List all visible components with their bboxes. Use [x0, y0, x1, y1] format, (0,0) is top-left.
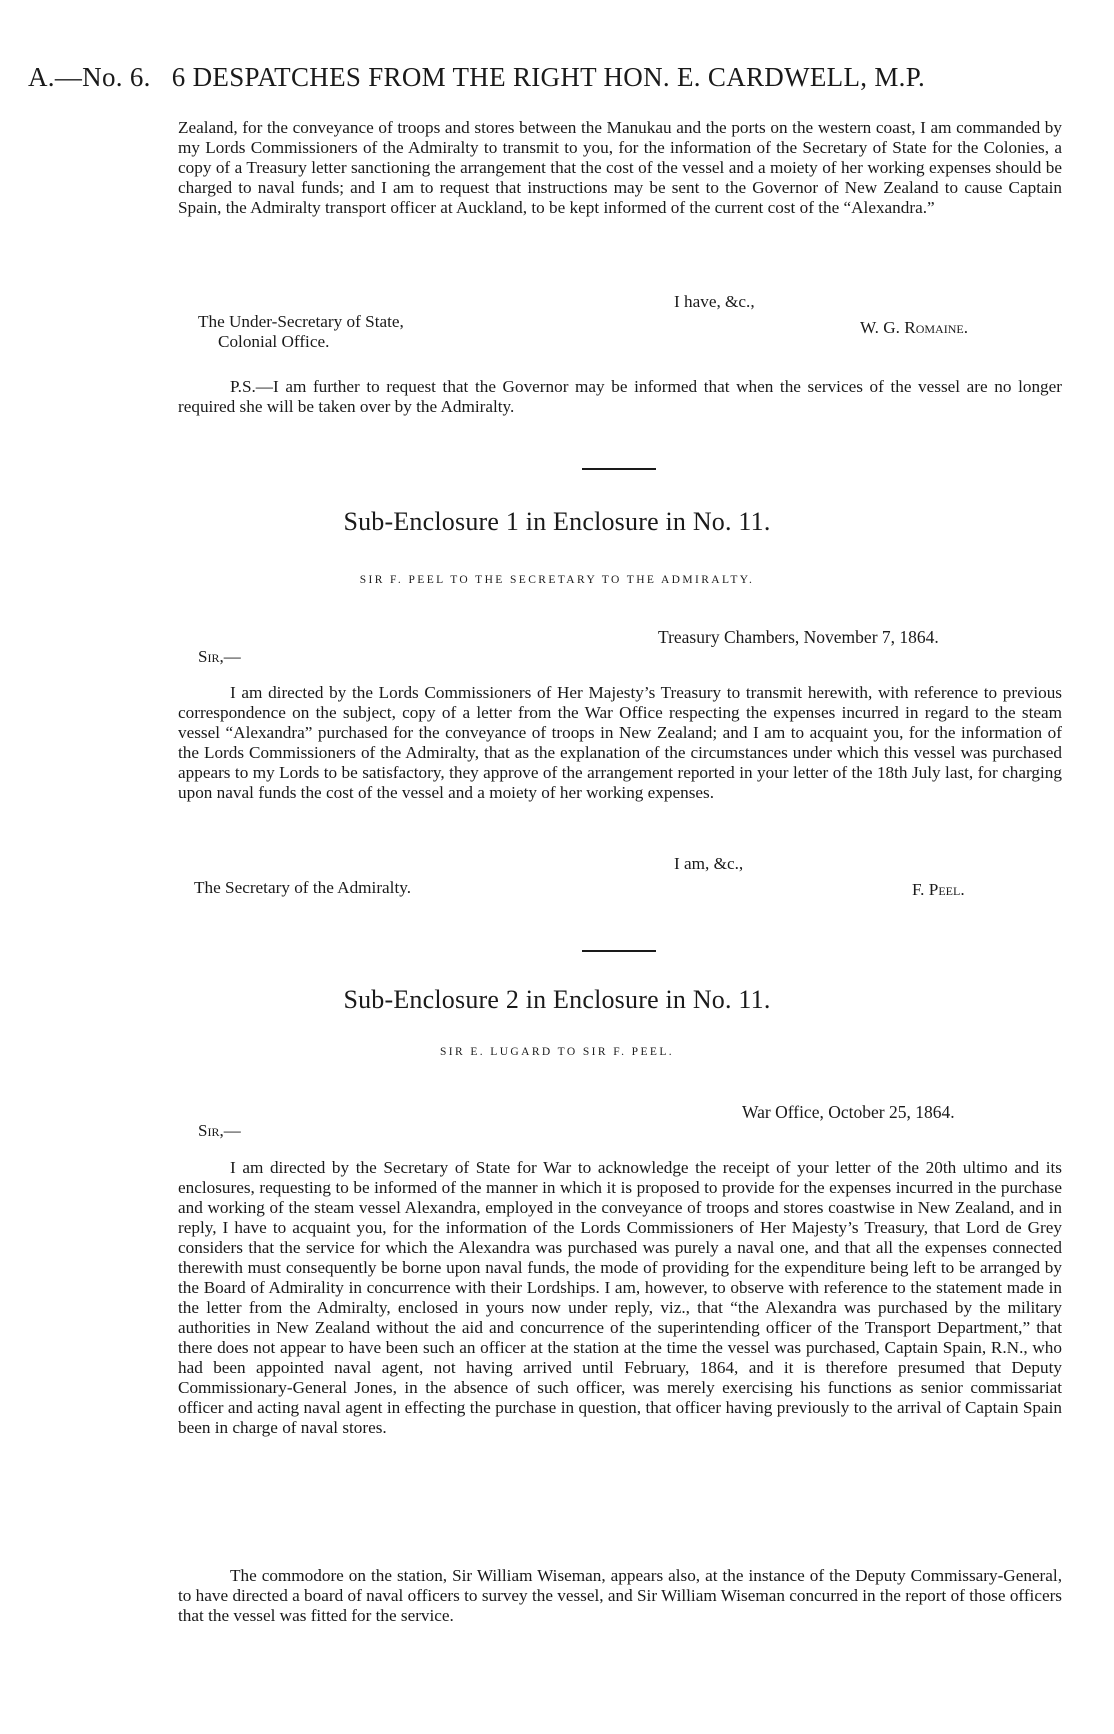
sub-enclosure-1-closing: I am, &c., — [674, 854, 744, 873]
sub-enclosure-2-salutation: Sir,— — [198, 1121, 241, 1140]
intro-addressee-line2: Colonial Office. — [218, 332, 330, 351]
sub-enclosure-1-signature: F. Peel. — [912, 880, 965, 899]
intro-closing: I have, &c., — [674, 292, 755, 311]
sub-enclosure-2-from-to: SIR E. LUGARD TO SIR F. PEEL. — [439, 1046, 675, 1058]
sub-enclosure-1-from-to: SIR F. PEEL TO THE SECRETARY TO THE ADMIRALTY. — [359, 574, 755, 586]
running-header — [28, 62, 1078, 93]
section-divider — [582, 950, 656, 952]
sub-enclosure-1-paragraph: I am directed by the Lords Commissioners of Her Majesty’s Treasury to transmit herewith, with reference to previous correspondence on the subject, copy of a letter from the War Office respecting the expenses incurred in regard to the steam vessel “Alexandra” purchased for the conveyance of troops in New Zealand; and I am to acquaint you, for the information of the Lords Commissioners of the Admiralty, that as the explanation of the circumstances under which this vessel was purchased appears to my Lords to be satisfactory, they approve of the arrangement reported in your letter of the 18th July last, for charging upon naval funds the cost of the vessel and a moiety of her working expenses. — [178, 683, 1062, 802]
page-title: 6 DESPATCHES FROM THE RIGHT HON. E. CARDWELL, M.P. — [171, 62, 926, 92]
intro-letter — [178, 118, 1062, 218]
sub-enclosure-2-paragraph-2: The commodore on the station, Sir William Wiseman, appears also, at the instance of the Deputy Commissary-General, to have directed a board of naval officers to survey the vessel, and Sir William Wiseman concurred in the report of those officers that the vessel was fitted for the service. — [178, 1566, 1062, 1625]
postscript-block — [178, 377, 1062, 417]
sub-enclosure-2-body — [178, 1158, 1062, 1438]
sub-enclosure-1-title: Sub-Enclosure 1 in Enclosure in No. 11. — [343, 507, 771, 536]
page-reference: A.—No. 6. — [28, 62, 151, 92]
sub-enclosure-1-addressee: The Secretary of the Admiralty. — [194, 878, 411, 897]
sub-enclosure-1-body — [178, 683, 1062, 803]
intro-addressee-line1: The Under-Secretary of State, — [198, 312, 404, 331]
intro-paragraph: Zealand, for the conveyance of troops and stores between the Manukau and the ports on the western coast, I am commanded by my Lords Commissioners of the Admiralty to transmit to you, for the information of the Secretary of State for the Colonies, a copy of a Treasury letter sanctioning the arrangement that the cost of the vessel and a moiety of her working expenses should be charged to naval funds; and I am to request that instructions may be sent to the Governor of New Zealand to cause Captain Spain, the Admiralty transport officer at Auckland, to be kept informed of the current cost of the “Alexandra.” — [178, 118, 1062, 217]
sub-enclosure-2-paragraph-1: I am directed by the Secretary of State for War to acknowledge the receipt of your letter of the 20th ultimo and its enclosures, requesting to be informed of the manner in which it is proposed to provide for the expenses incurred in the purchase and working of the steam vessel Alexandra, employed in the conveyance of troops and stores coastwise in New Zealand, and in reply, I have to acquaint you, for the information of the Lords Commissioners of Her Majesty’s Treasury, that Lord de Grey considers that the service for which the Alexandra was purchased was purely a naval one, and that all the expenses connected therewith must consequently be borne upon naval funds, the mode of providing for the expenditure being left to be arranged by the Board of Admirality in concurrence with their Lordships. I am, however, to observe with reference to the statement made in the letter from the Admiralty, enclosed in yours now under reply, viz., that “the Alexandra was purchased by the military authorities in New Zealand without the aid and concurrence of the superintending officer of the Transport Department,” that there does not appear to have been such an officer at the station at the time the vessel was purchased, Captain Spain, R.N., who had been appointed naval agent, not having arrived until February, 1864, and it is therefore presumed that Deputy Commissionary-General Jones, in the absence of such officer, was merely exercising his functions as senior commissariat officer and acting naval agent in effecting the purchase in question, that officer having previously to the arrival of Captain Spain been in charge of naval stores. — [178, 1158, 1062, 1437]
sub-enclosure-1-place-date: Treasury Chambers, November 7, 1864. — [658, 627, 939, 647]
sub-enclosure-2-place-date: War Office, October 25, 1864. — [742, 1102, 955, 1122]
sub-enclosure-2-body-continued — [178, 1566, 1062, 1626]
postscript: P.S.—I am further to request that the Governor may be informed that when the services of the vessel are no longer required she will be taken over by the Admiralty. — [178, 377, 1062, 416]
sub-enclosure-2-title: Sub-Enclosure 2 in Enclosure in No. 11. — [343, 985, 771, 1014]
sub-enclosure-1-salutation: Sir,— — [198, 647, 241, 666]
section-divider — [582, 468, 656, 470]
intro-signature: W. G. Romaine. — [860, 318, 968, 337]
